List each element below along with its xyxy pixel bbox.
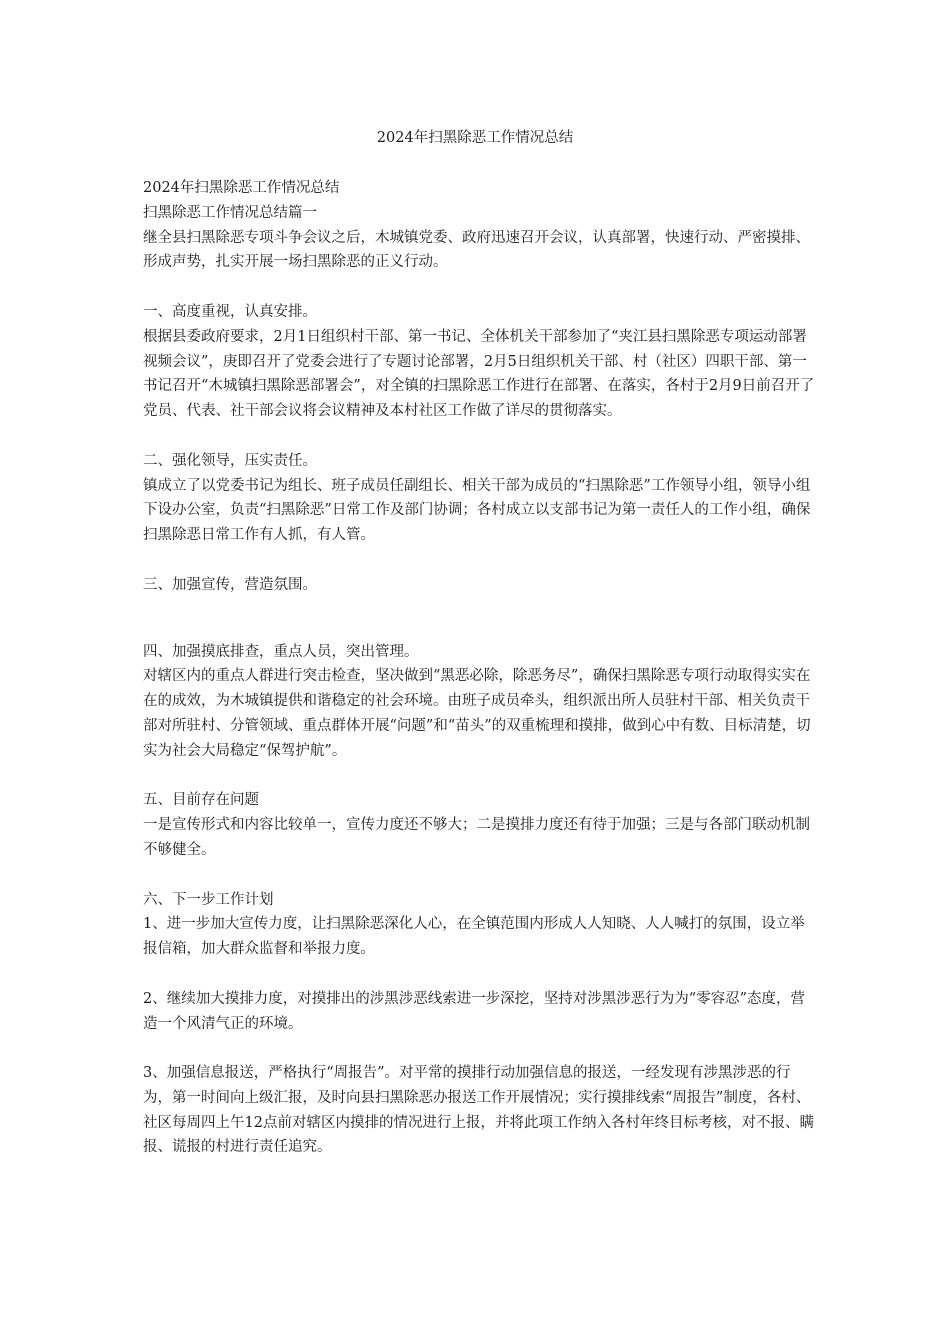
section-body-2: 镇成立了以党委书记为组长、班子成员任副组长、相关干部为成员的“扫黑除恶”工作领导小组，领导小组下设办公室，负责“扫黑除恶”日常工作及部门协调；各村成立以支部书记为第一责任人的工作小组，确保扫黑除恶日常工作有人抓，有人管。 bbox=[143, 477, 811, 544]
section-heading-3: 三、加强宣传，营造氛围。 bbox=[143, 576, 317, 593]
paragraph-spacer bbox=[143, 1036, 815, 1061]
section-heading-1: 一、高度重视，认真安排。 bbox=[143, 303, 317, 320]
intro-paragraph: 继全县扫黑除恶专项斗争会议之后，木城镇党委、政府迅速召开会议，认真部署，快速行动、严密摸排、形成声势，扎实开展一场扫黑除恶的正义行动。 bbox=[143, 229, 810, 271]
paragraph-spacer bbox=[143, 598, 815, 640]
paragraph-spacer bbox=[143, 863, 815, 888]
paragraph-spacer bbox=[143, 275, 815, 300]
section-label: 扫黑除恶工作情况总结篇一 bbox=[143, 204, 317, 221]
plan-item-1: 1、进一步加大宣传力度，让扫黑除恶深化人心，在全镇范围内形成人人知晓、人人喊打的氛围，设立举报信箱，加大群众监督和举报力度。 bbox=[143, 916, 805, 958]
paragraph-spacer bbox=[143, 424, 815, 449]
section-heading-5: 五、目前存在问题 bbox=[143, 792, 259, 809]
page-title: 2024年扫黑除恶工作情况总结 bbox=[376, 130, 574, 146]
section-heading-4: 四、加强摸底排查，重点人员，突出管理。 bbox=[143, 643, 419, 660]
document-subtitle: 2024年扫黑除恶工作情况总结 bbox=[143, 180, 340, 196]
plan-item-3: 3、加强信息报送，严格执行“周报告”。对平常的摸排行动加强信息的报送，一经发现有涉黑涉恶的行为，第一时间向上级汇报，及时向县扫黑除恶办报送工作开展情况；实行摸排线索“周报告”制度，各村、社区每周四上午12点前对辖区内摸排的情况进行上报，并将此项工作纳入各村年终目标考核，对不报、瞒报、谎报的村进行责任追究。 bbox=[143, 1065, 814, 1156]
section-body-1: 根据县委政府要求，2月1日组织村干部、第一书记、全体机关干部参加了“夹江县扫黑除恶专项运动部署视频会议”，庚即召开了党委会进行了专题讨论部署，2月5日组织机关干部、村（社区）四职干部、第一书记召开“木城镇扫黑除恶部署会”，对全镇的扫黑除恶工作进行在部署、在落实，各村于2月9日前召开了党员、代表、社干部会议将会议精神及本村社区工作做了详尽的贯彻落实。 bbox=[143, 328, 815, 420]
section-heading-2: 二、强化领导，压实责任。 bbox=[143, 452, 317, 469]
section-heading-6: 六、下一步工作计划 bbox=[143, 891, 274, 908]
plan-item-2: 2、继续加大摸排力度，对摸排出的涉黑涉恶线索进一步深挖，坚持对涉黑涉恶行为为“零容忍”态度，营造一个风清气正的环境。 bbox=[143, 990, 806, 1032]
section-body-4: 对辖区内的重点人群进行突击检查，坚决做到“黑恶必除，除恶务尽”，确保扫黑除恶专项行动取得实实在在的成效，为木城镇提供和谐稳定的社会环境。由班子成员牵头，组织派出所人员驻村干部、相关负责干部对所驻村、分管领域、重点群体开展“问题”和“苗头”的双重梳理和摸排，做到心中有数、目标清楚，切实为社会大局稳定“保驾护航”。 bbox=[143, 668, 811, 759]
paragraph-spacer bbox=[143, 548, 815, 573]
paragraph-spacer bbox=[143, 764, 815, 789]
document-body bbox=[143, 176, 815, 1160]
section-body-5: 一是宣传形式和内容比较单一，宣传力度还不够大；二是摸排力度还有待于加强；三是与各部门联动机制不够健全。 bbox=[143, 817, 810, 858]
paragraph-spacer bbox=[143, 962, 815, 987]
